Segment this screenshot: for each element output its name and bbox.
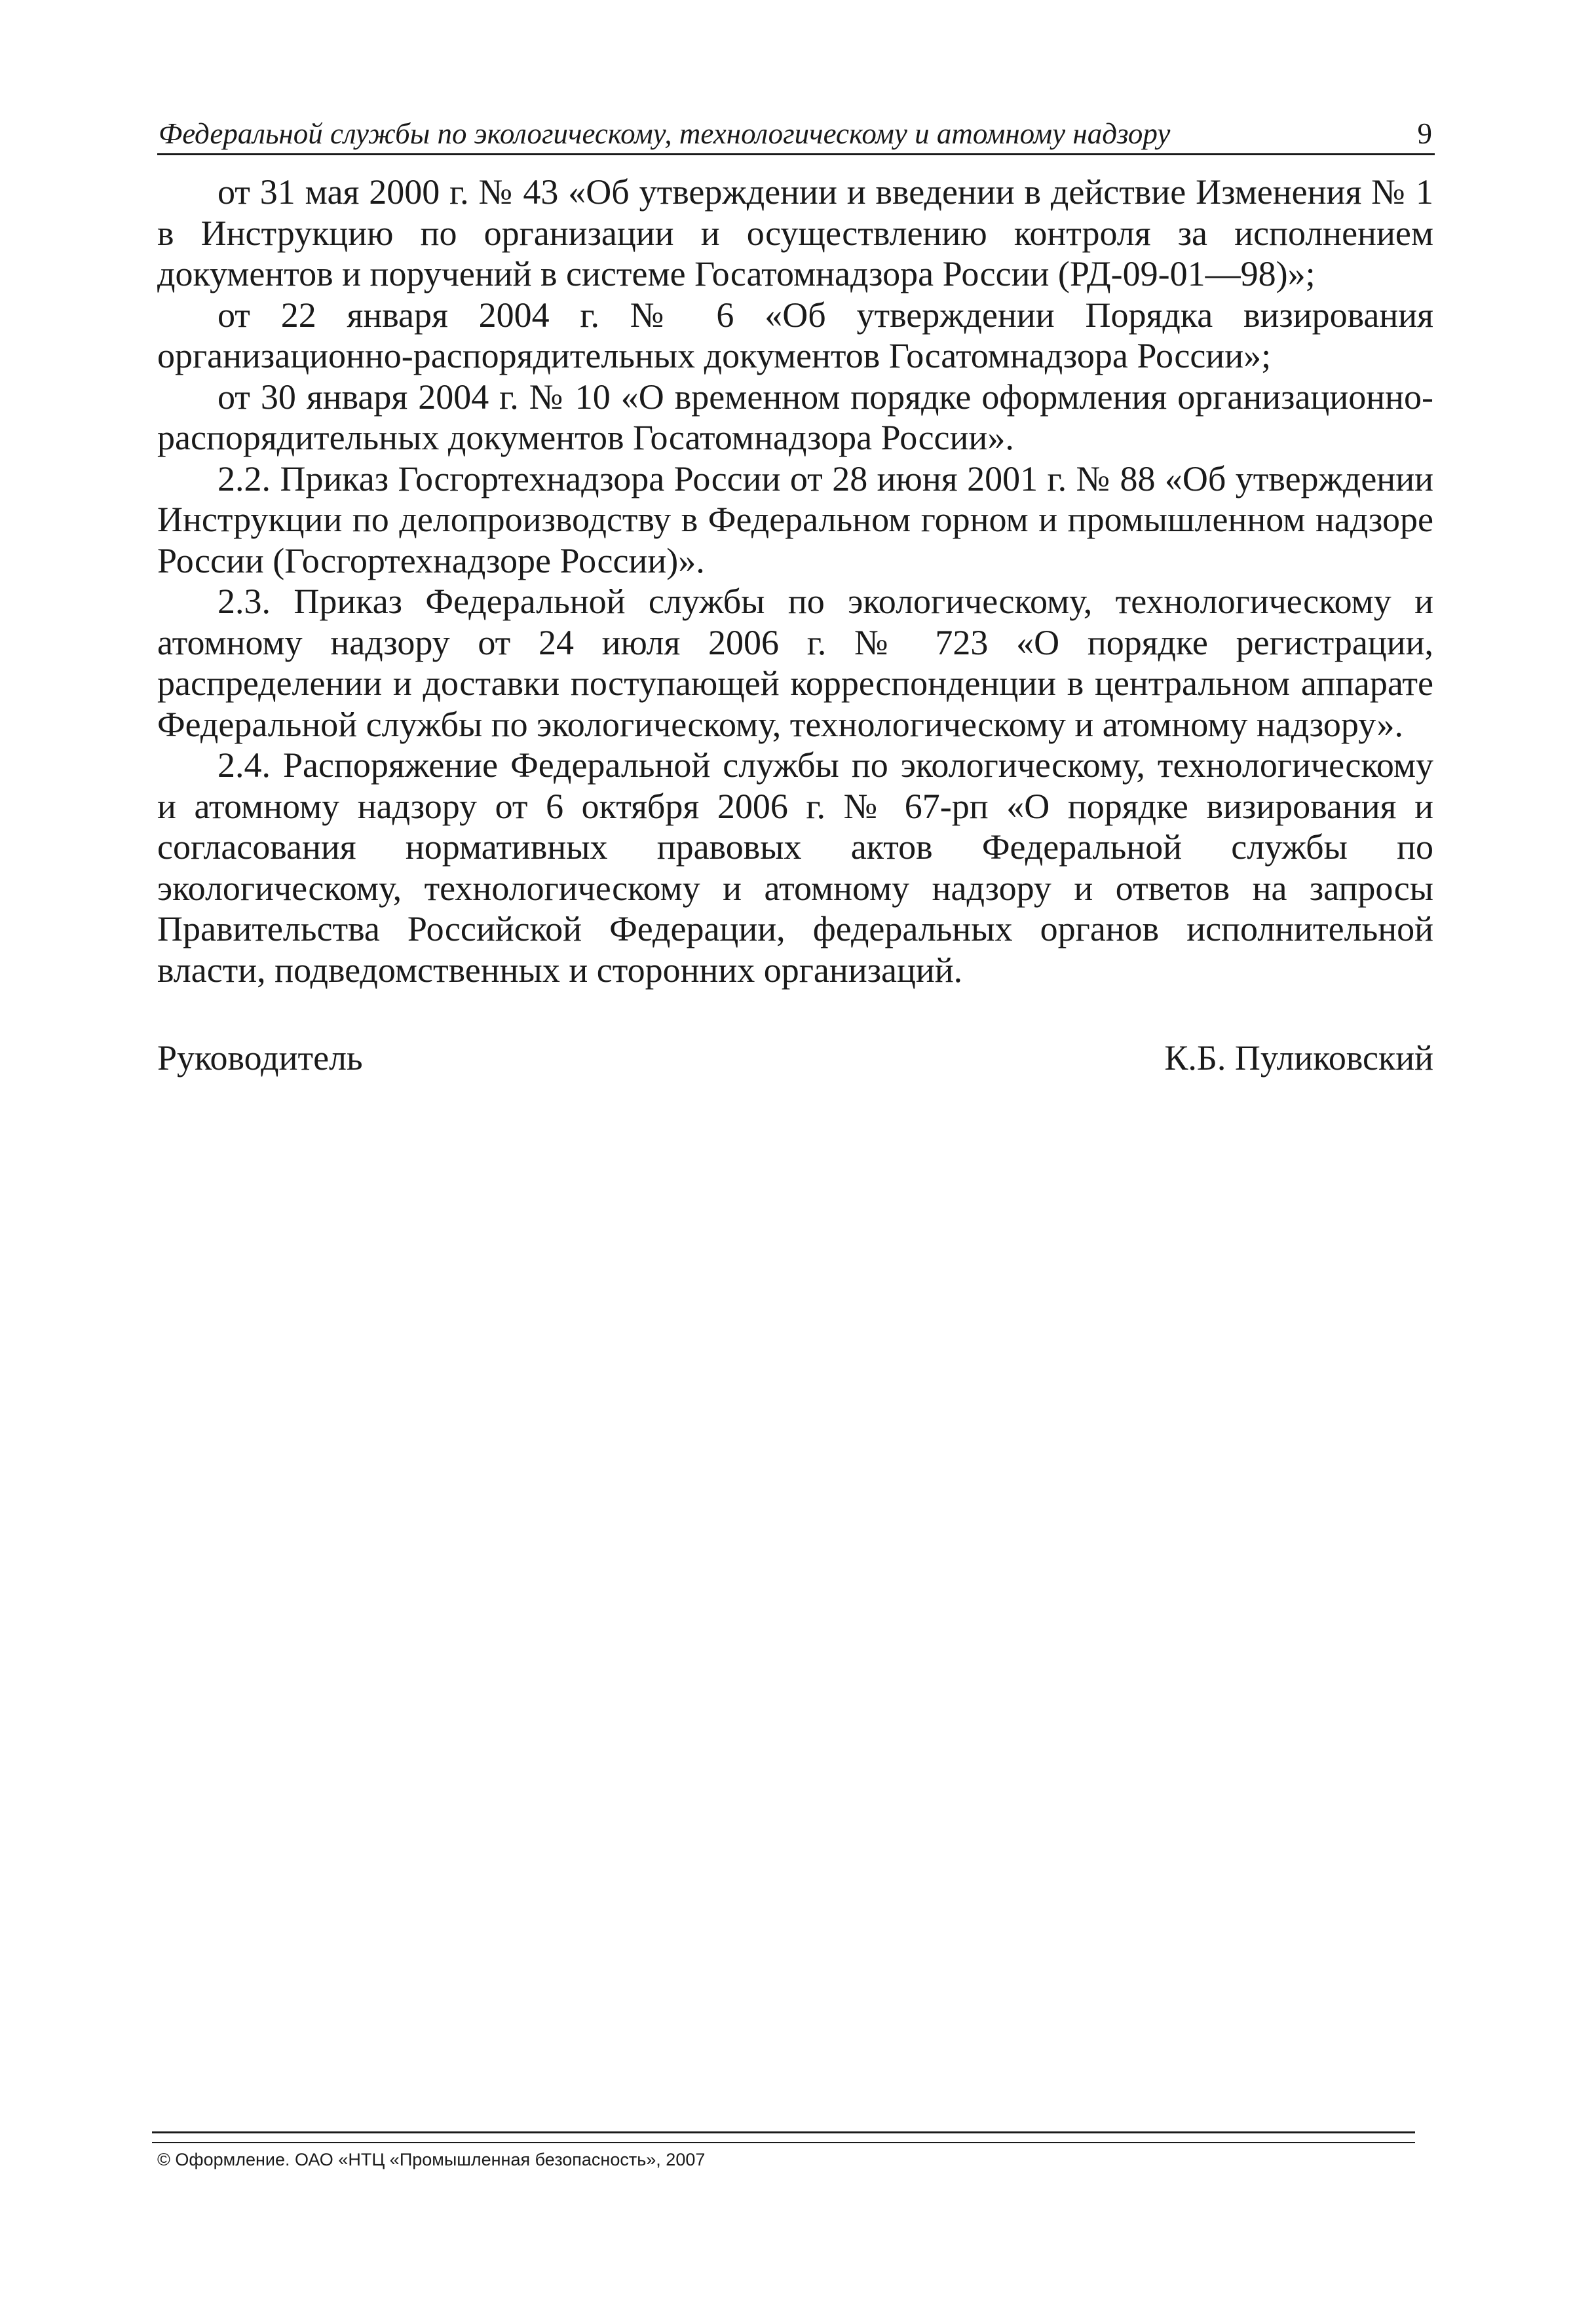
footer-divider	[152, 2131, 1415, 2133]
paragraph-2-4: 2.4. Распоряжение Федеральной службы по экологическому, технологическому и атомному надзору от 6 октября 2006 г. № 67-рп «О порядке визирования и согласования нормативных правовых актов Федеральной службы по экологическому, технологическому и атомному надзору и ответов на запросы Правительства Российской Федерации, федеральных органов исполнительной власти, подведомственных и сторонних организаций.	[157, 745, 1433, 990]
paragraph-order-2004-6: от 22 января 2004 г. № 6 «Об утверждении Порядка визирования организационно-распорядительных документов Госатомнадзора России»;	[157, 295, 1433, 375]
paragraph-order-2004-10: от 30 января 2004 г. № 10 «О временном порядке оформления организационно-распорядительных документов Госатомнадзора России».	[157, 377, 1433, 457]
document-body	[157, 172, 1433, 990]
paragraph-order-2000: от 31 мая 2000 г. № 43 «Об утверждении и введении в действие Изменения № 1 в Инструкцию по организации и осуществлению контроля за исполнением документов и поручений в системе Госатомнадзора России (РД-09-01—98)»;	[157, 172, 1433, 293]
running-header-title: Федеральной службы по экологическому, технологическому и атомному надзору	[159, 117, 1171, 150]
paragraph-2-3: 2.3. Приказ Федеральной службы по экологическому, технологическому и атомному надзору от 24 июля 2006 г. № 723 «О порядке регистрации, распределении и доставки поступающей корреспонденции в центральном аппарате Федеральной службы по экологическому, технологическому и атомному надзору».	[157, 582, 1433, 744]
footer-divider-thin	[152, 2142, 1415, 2143]
paragraph-2-2: 2.2. Приказ Госгортехнадзора России от 28 июня 2001 г. № 88 «Об утверждении Инструкции по делопроизводству в Федеральном горном и промышленном надзоре России (Госгортехнадзоре России)».	[157, 459, 1433, 580]
signatory-role: Руководитель	[157, 1038, 363, 1078]
footer-copyright: © Оформление. ОАО «НТЦ «Промышленная безопасность», 2007	[157, 2150, 706, 2169]
signatory-name: К.Б. Пуликовский	[1164, 1038, 1433, 1078]
running-header	[157, 110, 1435, 155]
page-number: 9	[1417, 117, 1432, 150]
